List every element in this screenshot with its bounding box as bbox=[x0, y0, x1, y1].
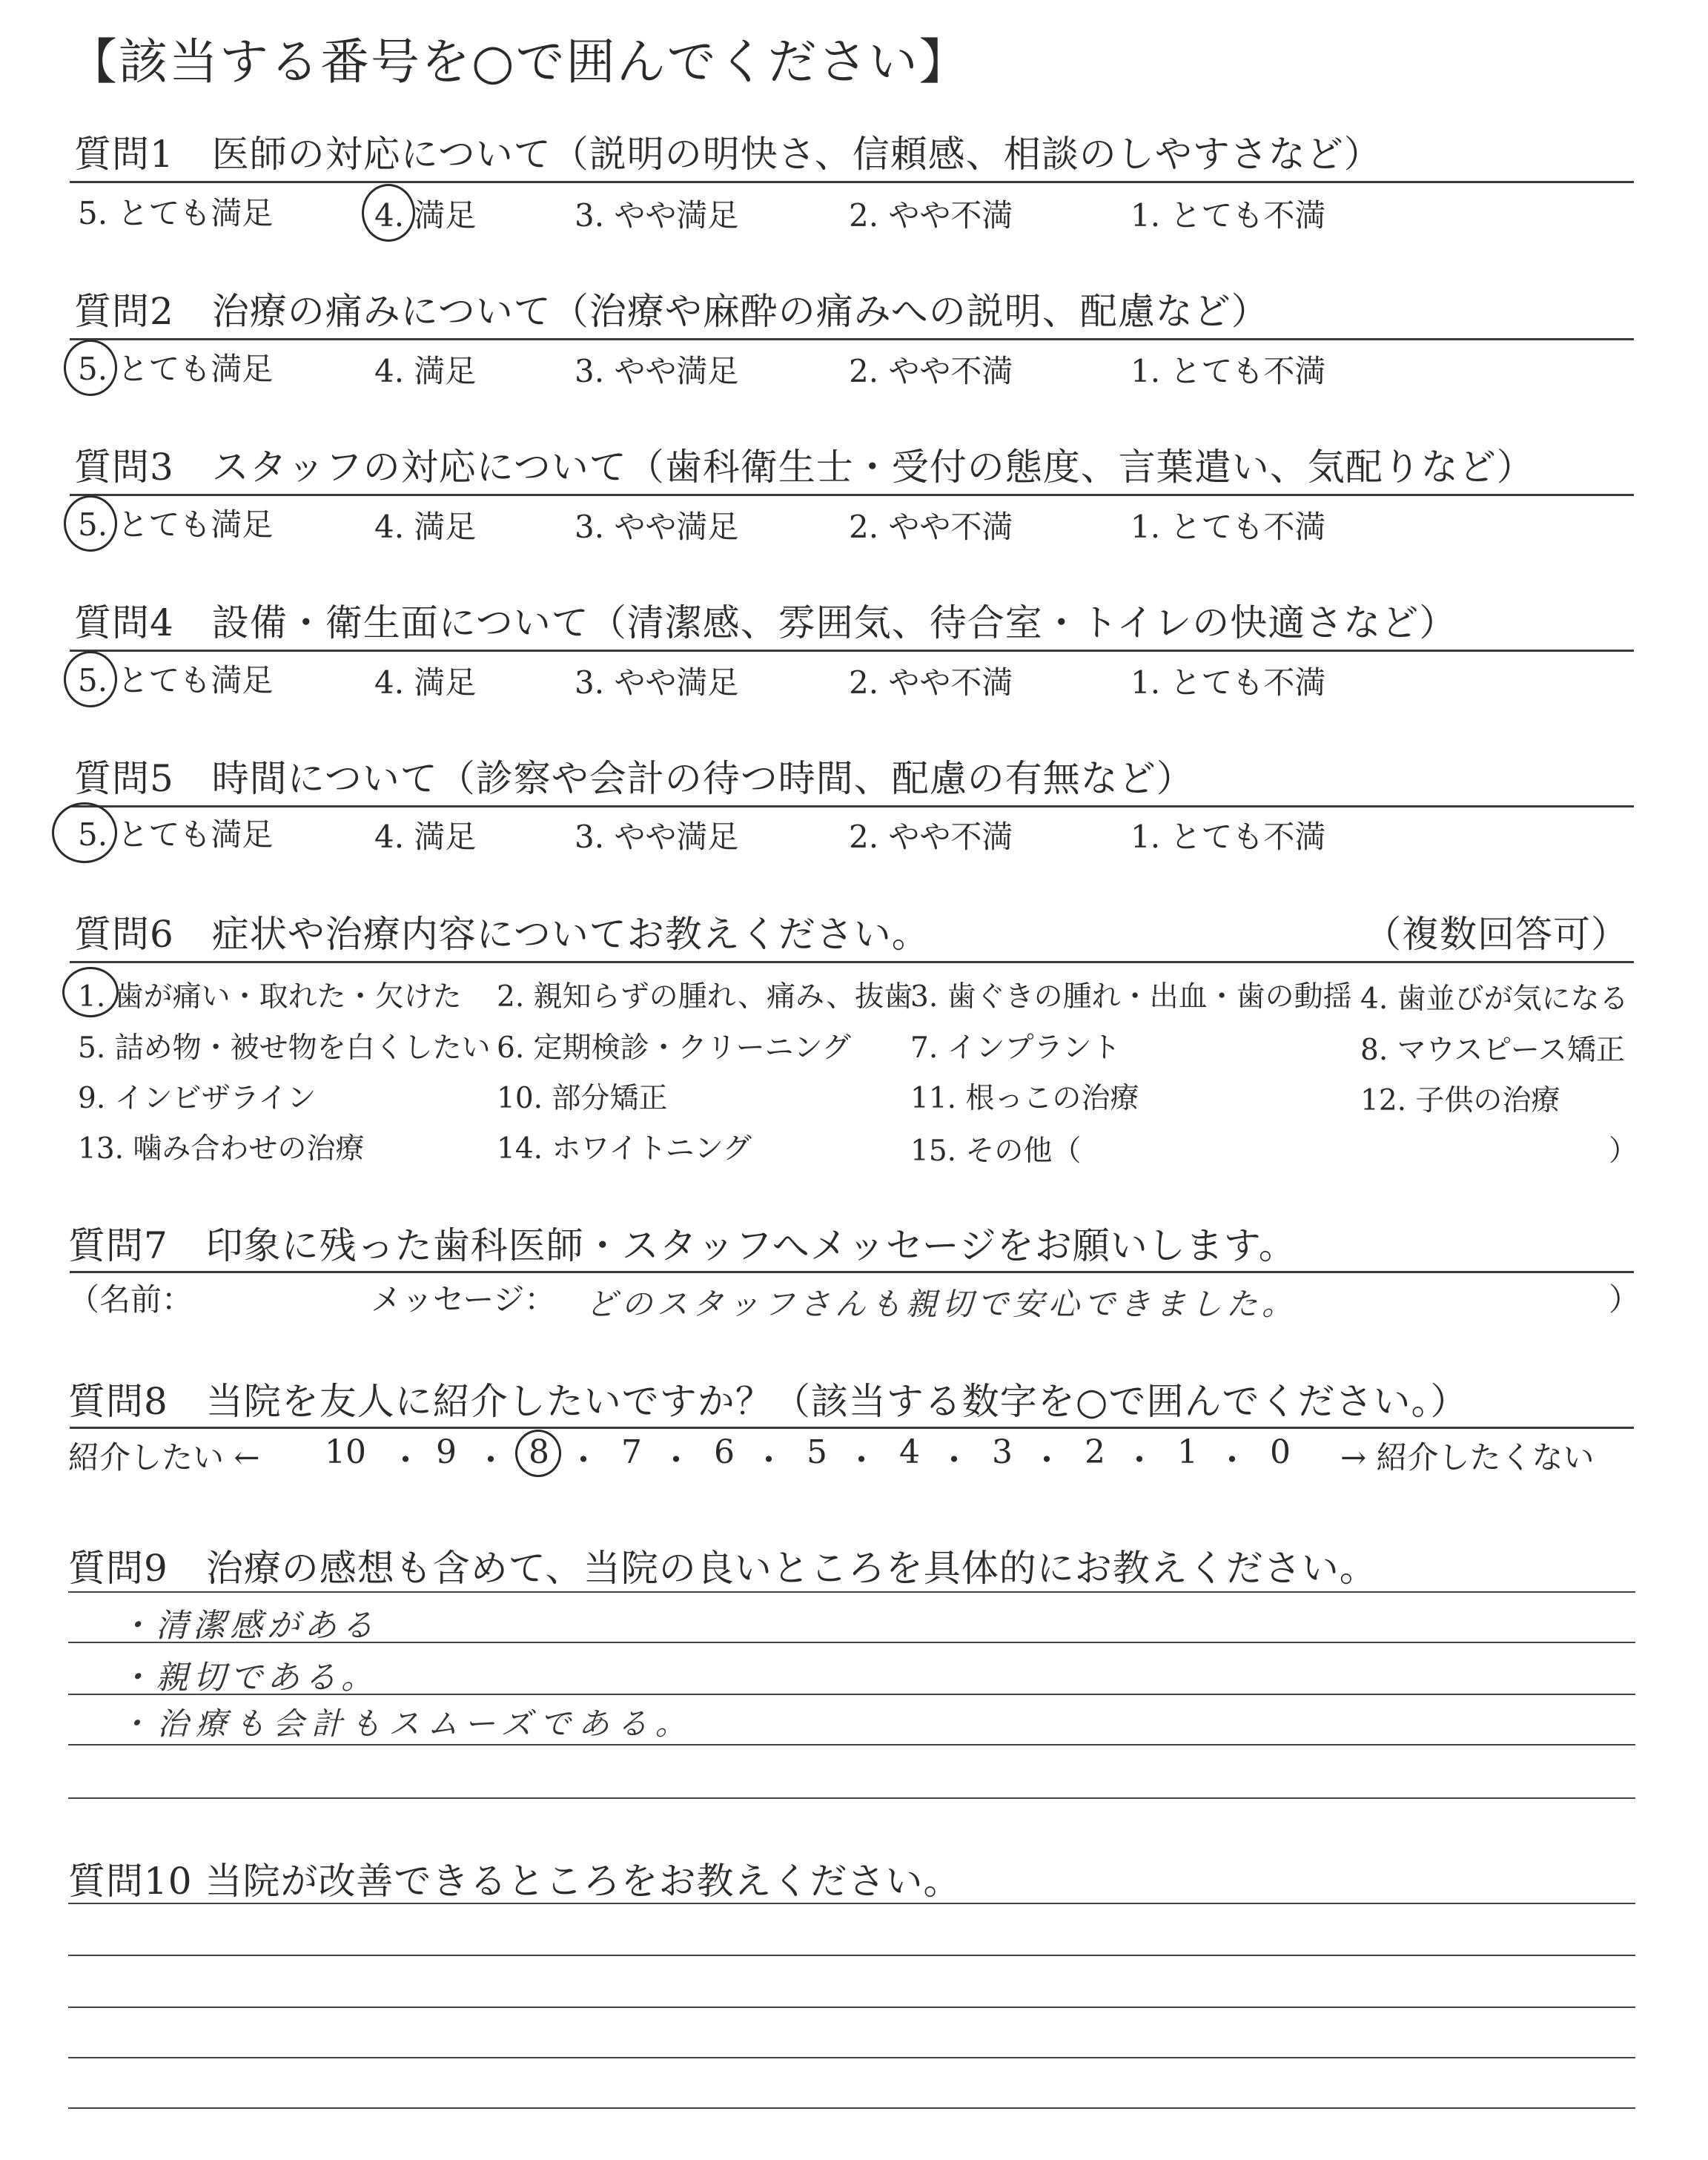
q3-option-3[interactable]: 3. やや満足 bbox=[575, 509, 739, 545]
q4-option-1[interactable]: 1. とても不満 bbox=[1131, 664, 1326, 701]
q9-writing-line bbox=[68, 1591, 1635, 1593]
form-header: 【該当する番号を○で囲んでください】 bbox=[68, 33, 970, 90]
q6-item-4[interactable]: 4. 歯並びが気になる bbox=[1360, 982, 1629, 1016]
q8-separator: ・ bbox=[660, 1441, 692, 1479]
q6-selection-circle bbox=[62, 967, 119, 1017]
q8-scale-9[interactable]: 9 bbox=[436, 1433, 457, 1471]
q8-separator: ・ bbox=[845, 1441, 878, 1479]
question-4-rule bbox=[70, 650, 1634, 652]
q9-writing-line bbox=[68, 1797, 1635, 1799]
q6-item-12[interactable]: 12. 子供の治療 bbox=[1360, 1084, 1560, 1117]
q5-option-3[interactable]: 3. やや満足 bbox=[575, 819, 739, 855]
question-2-title: 質問2 治療の痛みについて（治療や麻酔の痛みへの説明、配慮など） bbox=[74, 290, 1269, 333]
q1-option-4[interactable]: 4. 満足 bbox=[374, 197, 477, 234]
q6-item-6[interactable]: 6. 定期検診・クリーニング bbox=[497, 1031, 851, 1065]
q2-option-5[interactable]: 5. とても満足 bbox=[78, 351, 274, 387]
q1-option-5[interactable]: 5. とても満足 bbox=[78, 195, 274, 231]
question-3-title: 質問3 スタッフの対応について（歯科衛生士・受付の態度、言葉遣い、気配りなど） bbox=[74, 446, 1535, 489]
q8-separator: ・ bbox=[567, 1441, 600, 1479]
q2-option-2[interactable]: 2. やや不満 bbox=[849, 353, 1013, 389]
q8-scale-3[interactable]: 3 bbox=[992, 1433, 1013, 1471]
q3-option-1[interactable]: 1. とても不満 bbox=[1131, 509, 1326, 545]
question-10-title: 質問10 当院が改善できるところをお教えください。 bbox=[68, 1860, 961, 1903]
q6-item-9[interactable]: 9. インビザライン bbox=[78, 1082, 317, 1115]
q5-option-4[interactable]: 4. 満足 bbox=[374, 819, 477, 855]
question-1-rule bbox=[70, 181, 1634, 183]
q9-writing-line bbox=[68, 1642, 1635, 1643]
q8-separator: ・ bbox=[474, 1441, 507, 1479]
q1-option-3[interactable]: 3. やや満足 bbox=[575, 197, 739, 234]
q4-option-2[interactable]: 2. やや不満 bbox=[849, 664, 1013, 701]
q6-item-10[interactable]: 10. 部分矯正 bbox=[497, 1082, 668, 1115]
q2-selection-circle bbox=[64, 340, 117, 396]
q8-separator: ・ bbox=[389, 1441, 422, 1479]
q6-item-15[interactable]: 15. その他（ bbox=[910, 1135, 1082, 1168]
q8-left-label: 紹介したい ← bbox=[68, 1439, 260, 1476]
q9-answer-3: ・治療も会計もスムーズである。 bbox=[119, 1705, 694, 1742]
q6-item-3[interactable]: 3. 歯ぐきの腫れ・出血・歯の動揺 bbox=[910, 980, 1352, 1014]
q8-right-label: → 紹介したくない bbox=[1340, 1439, 1595, 1476]
question-5-rule bbox=[70, 805, 1634, 807]
question-9-title: 質問9 治療の感想も含めて、当院の良いところを具体的にお教えください。 bbox=[68, 1547, 1377, 1590]
q9-writing-line bbox=[68, 1694, 1635, 1695]
q6-item-13[interactable]: 13. 噛み合わせの治療 bbox=[78, 1132, 365, 1166]
q9-writing-line bbox=[68, 1744, 1635, 1745]
question-8-rule bbox=[70, 1427, 1634, 1429]
q4-option-5[interactable]: 5. とても満足 bbox=[78, 662, 274, 698]
q6-item-2[interactable]: 2. 親知らずの腫れ、痛み、抜歯 bbox=[497, 980, 913, 1014]
q2-option-4[interactable]: 4. 満足 bbox=[374, 353, 477, 389]
q1-selection-circle bbox=[362, 184, 415, 242]
q8-scale-4[interactable]: 4 bbox=[899, 1433, 920, 1471]
q8-scale-5[interactable]: 5 bbox=[807, 1433, 827, 1471]
q8-scale-6[interactable]: 6 bbox=[714, 1433, 735, 1471]
q6-item-15-close-paren: ） bbox=[1609, 1135, 1638, 1168]
q5-selection-circle bbox=[52, 802, 117, 863]
q2-option-1[interactable]: 1. とても不満 bbox=[1131, 353, 1326, 389]
q7-close-paren: ） bbox=[1609, 1281, 1641, 1318]
q10-writing-line bbox=[68, 2007, 1635, 2008]
q8-scale-0[interactable]: 0 bbox=[1270, 1433, 1291, 1471]
q7-message-label: メッセージ： bbox=[371, 1281, 556, 1318]
q3-option-5[interactable]: 5. とても満足 bbox=[78, 506, 274, 543]
q3-option-4[interactable]: 4. 満足 bbox=[374, 509, 477, 545]
q10-writing-line bbox=[68, 2057, 1635, 2058]
question-3-rule bbox=[70, 494, 1634, 496]
q6-item-1[interactable]: 1. 歯が痛い・取れた・欠けた bbox=[78, 980, 462, 1014]
q2-option-3[interactable]: 3. やや満足 bbox=[575, 353, 739, 389]
q6-item-5[interactable]: 5. 詰め物・被せ物を白くしたい bbox=[78, 1031, 491, 1065]
question-6-rule bbox=[70, 961, 1634, 963]
q1-option-2[interactable]: 2. やや不満 bbox=[849, 197, 1013, 234]
q7-name-label: （名前： bbox=[68, 1281, 193, 1318]
q4-option-3[interactable]: 3. やや満足 bbox=[575, 664, 739, 701]
question-4-title: 質問4 設備・衛生面について（清潔感、雰囲気、待合室・トイレの快適さなど） bbox=[74, 601, 1457, 644]
q8-scale-8[interactable]: 8 bbox=[529, 1433, 549, 1471]
q1-option-1[interactable]: 1. とても不満 bbox=[1131, 197, 1326, 234]
q6-item-14[interactable]: 14. ホワイトニング bbox=[497, 1132, 752, 1166]
question-2-rule bbox=[70, 338, 1634, 340]
question-7-title: 質問7 印象に残った歯科医師・スタッフへメッセージをお願いします。 bbox=[68, 1224, 1297, 1267]
q5-option-5[interactable]: 5. とても満足 bbox=[78, 816, 274, 853]
q4-option-4[interactable]: 4. 満足 bbox=[374, 664, 477, 701]
q4-selection-circle bbox=[64, 651, 117, 707]
q10-writing-line bbox=[68, 1955, 1635, 1956]
q3-selection-circle bbox=[64, 495, 117, 552]
question-6-note: （複数回答可） bbox=[1364, 913, 1629, 956]
q8-separator: ・ bbox=[938, 1441, 970, 1479]
question-6-title: 質問6 症状や治療内容についてお教えください。 bbox=[74, 913, 930, 956]
q6-item-7[interactable]: 7. インプラント bbox=[910, 1031, 1121, 1065]
q8-separator: ・ bbox=[752, 1441, 785, 1479]
question-7-rule bbox=[70, 1271, 1634, 1273]
q8-separator: ・ bbox=[1030, 1441, 1063, 1479]
question-1-title: 質問1 医師の対応について（説明の明快さ、信頼感、相談のしやすさなど） bbox=[74, 133, 1382, 176]
q9-answer-2: ・親切である。 bbox=[119, 1659, 378, 1697]
q7-message-handwritten: どのスタッフさんも親切で安心できました。 bbox=[586, 1286, 1298, 1322]
q8-scale-10[interactable]: 10 bbox=[325, 1433, 366, 1471]
q8-scale-7[interactable]: 7 bbox=[621, 1433, 642, 1471]
question-8-title: 質問8 当院を友人に紹介したいですか？（該当する数字を○で囲んでください。） bbox=[68, 1380, 1469, 1423]
q8-separator: ・ bbox=[1123, 1441, 1156, 1479]
q8-scale-2[interactable]: 2 bbox=[1085, 1433, 1105, 1471]
q6-item-11[interactable]: 11. 根っこの治療 bbox=[910, 1082, 1139, 1115]
q10-writing-line bbox=[68, 1903, 1635, 1904]
q6-item-8[interactable]: 8. マウスピース矯正 bbox=[1360, 1034, 1625, 1067]
q8-selection-circle bbox=[515, 1430, 561, 1477]
q3-option-2[interactable]: 2. やや不満 bbox=[849, 509, 1013, 545]
q5-option-1[interactable]: 1. とても不満 bbox=[1131, 819, 1326, 855]
q5-option-2[interactable]: 2. やや不満 bbox=[849, 819, 1013, 855]
q10-writing-line bbox=[68, 2107, 1635, 2109]
q8-separator: ・ bbox=[1216, 1441, 1248, 1479]
question-5-title: 質問5 時間について（診察や会計の待つ時間、配慮の有無など） bbox=[74, 757, 1194, 800]
q8-scale-1[interactable]: 1 bbox=[1177, 1433, 1198, 1471]
q9-answer-1: ・清潔感がある bbox=[119, 1607, 378, 1645]
